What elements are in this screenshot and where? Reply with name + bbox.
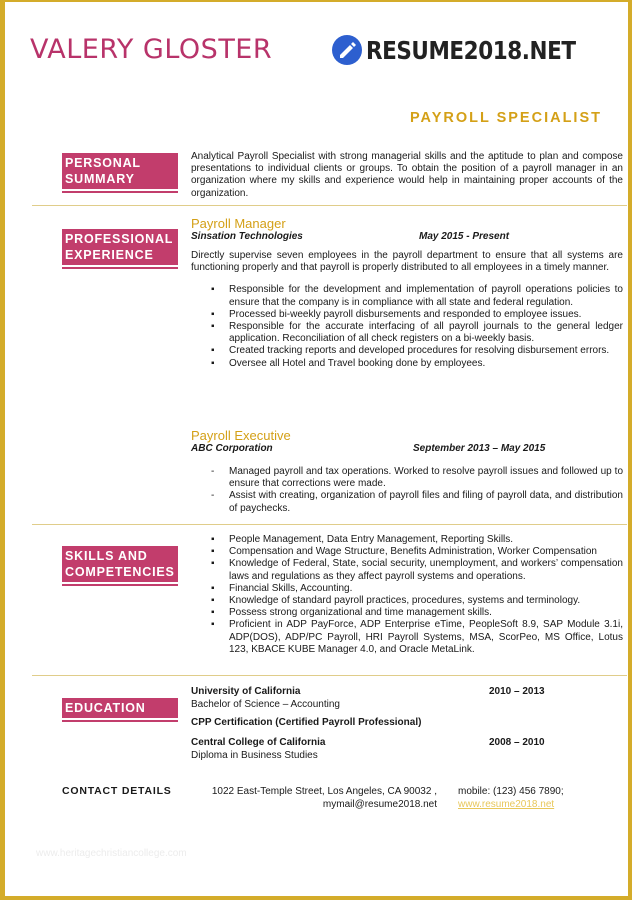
list-item: - Assist with creating, organization of payroll files and filing of payroll data, and distribution of paychecks. [191, 490, 623, 514]
page-frame-right [628, 0, 632, 900]
section-label-skills [62, 546, 178, 584]
education-row [191, 737, 623, 750]
skills-list [191, 534, 623, 656]
section-label-line: SKILLS AND [65, 549, 148, 563]
page-frame-bottom [0, 896, 632, 900]
contact-label: CONTACT DETAILS [62, 785, 172, 797]
list-item: ▪ Responsible for the development and implementation of payroll operations policies to ensure that the company is in compliance with all state and federal regulation. [191, 284, 623, 308]
list-item: ▪ Financial Skills, Accounting. [191, 583, 623, 595]
candidate-name: VALERY GLOSTER [30, 34, 273, 65]
list-item: ▪ Created tracking reports and developed procedures for resolving disbursement errors. [191, 345, 623, 357]
list-item: ▪ People Management, Data Entry Management, Reporting Skills. [191, 534, 623, 546]
section-divider [32, 524, 627, 525]
job-company: ABC Corporation [191, 443, 273, 454]
section-label-line: EDUCATION [65, 701, 146, 715]
list-item: ▪ Compensation and Wage Structure, Benefits Administration, Worker Compensation [191, 546, 623, 558]
job-entry [191, 428, 623, 515]
section-divider [32, 205, 627, 206]
education-school: University of California [191, 686, 301, 697]
job-description: Directly supervise seven employees in the payroll department to ensure that all systems are functioning properly and that payroll is properly distributed to all employees in a timely manner. [191, 250, 623, 274]
education-list [191, 686, 623, 762]
site-logo[interactable] [332, 34, 610, 66]
section-label-summary [62, 153, 178, 191]
job-bullets [191, 466, 623, 515]
pen-icon [332, 35, 362, 65]
logo-text: RESUME2018.NET [366, 35, 576, 65]
education-row [191, 686, 623, 699]
page-frame-top [0, 0, 632, 2]
list-item: ▪ Processed bi-weekly payroll disbursements and responded to employee issues. [191, 309, 623, 321]
job-company-line [191, 443, 623, 456]
job-title: PAYROLL SPECIALIST [409, 110, 602, 126]
section-label-line: PERSONAL [65, 156, 141, 170]
list-item: ▪ Oversee all Hotel and Travel booking done by employees. [191, 358, 623, 370]
contact-address-block [200, 785, 437, 811]
list-item: ▪ Responsible for the accurate interfacing of all payroll journals to the general ledger application. Reconciliation of all check registers on a bi-weekly basis. [191, 321, 623, 345]
watermark: www.heritagechristiancollege.com [36, 848, 187, 859]
section-label-line: PROFESSIONAL [65, 232, 174, 246]
list-item: ▪ Knowledge of standard payroll practices, procedures, systems and terminology. [191, 595, 623, 607]
education-row [191, 717, 623, 730]
summary-text: Analytical Payroll Specialist with strong managerial skills and the aptitude to plan and compose presentations to individual clients or groups. To obtain the position of a payroll manager in an organization where my skills and experience would help in maintaining proper accounts of the organization. [191, 151, 623, 199]
skills-bullets [191, 534, 623, 656]
page-frame-left [0, 0, 5, 900]
section-label-experience [62, 229, 178, 267]
education-detail: Bachelor of Science – Accounting [191, 699, 340, 710]
education-school: Central College of California [191, 737, 326, 749]
contact-address: 1022 East-Temple Street, Los Angeles, CA 90032 , [211, 786, 437, 797]
education-detail: Diploma in Business Studies [191, 750, 318, 762]
job-bullets [191, 284, 623, 369]
education-years: 2008 – 2010 [489, 737, 545, 749]
section-label-line: EXPERIENCE [65, 248, 154, 262]
section-label-education [62, 698, 178, 720]
job-entry [191, 216, 623, 370]
job-dates: May 2015 - Present [419, 231, 510, 242]
education-school: CPP Certification (Certified Payroll Professional) [191, 717, 422, 729]
list-item: ▪ Knowledge of Federal, State, social security, unemployment, and workers’ compensation laws and regulations as they affect payroll systems and operations. [191, 558, 623, 582]
job-dates: September 2013 – May 2015 [413, 443, 546, 454]
education-years: 2010 – 2013 [489, 686, 545, 697]
section-label-line: SUMMARY [65, 172, 135, 186]
contact-email[interactable]: mymail@resume2018.net [322, 799, 437, 810]
contact-phone-block [458, 785, 564, 811]
job-role-title: Payroll Manager [191, 216, 286, 231]
list-item: ▪ Possess strong organizational and time management skills. [191, 607, 623, 619]
list-item: - Managed payroll and tax operations. Worked to resolve payroll issues and followed up to ensure that corrections were made. [191, 466, 623, 490]
section-label-line: COMPETENCIES [65, 565, 175, 579]
job-company: Sinsation Technologies [191, 231, 303, 242]
contact-mobile: mobile: (123) 456 7890; [458, 786, 564, 797]
job-role-title: Payroll Executive [191, 428, 291, 443]
section-divider [32, 675, 627, 676]
list-item: ▪ Proficient in ADP PayForce, ADP Enterprise eTime, PeopleSoft 8.9, SAP Module 3.1i, ADP(DOS), ADP/PC Payroll, HRI Payroll Systems, MSA, ScorPeo, MS Office, Lotus 123, KBACE KUBE Manager 4.0, and Oracle MetaLink. [191, 619, 623, 656]
contact-website-link[interactable]: www.resume2018.net [458, 799, 555, 810]
job-company-line [191, 231, 623, 244]
